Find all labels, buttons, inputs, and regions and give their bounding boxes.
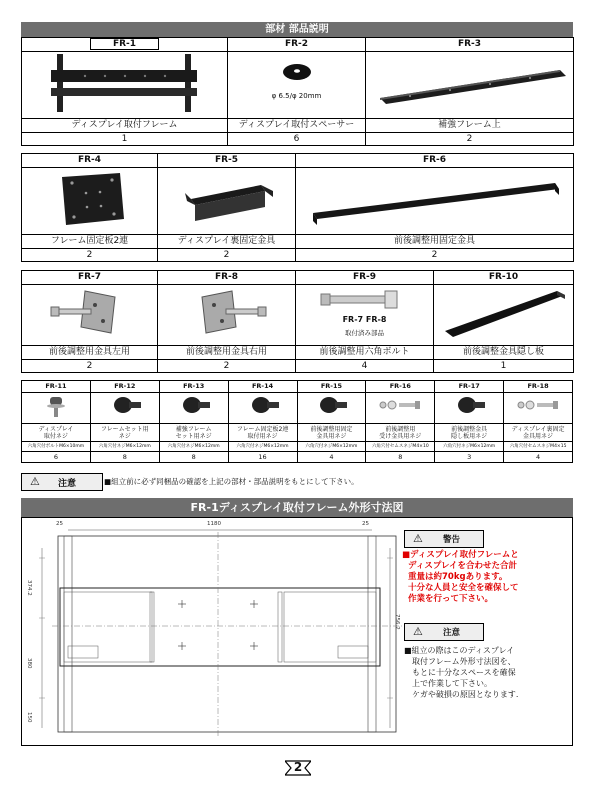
- dim-left-offset: 25: [56, 521, 63, 527]
- spacer-image: [228, 52, 366, 119]
- warning-triangle-icon: ⚠: [413, 532, 423, 545]
- screw-name: 前後調整用 受け金具用ネジ: [366, 424, 435, 442]
- part-code: FR-7: [22, 271, 158, 285]
- parts-table-row1: [21, 37, 574, 146]
- sems-screw-icon: [366, 393, 435, 424]
- warning-line: 重量は約70kgあります。: [408, 572, 508, 582]
- screw-name: 前後調整用固定 金具用ネジ: [297, 424, 366, 442]
- part-name: 前後調整用金具左用: [22, 346, 158, 360]
- hex-socket-screw-icon: [90, 393, 159, 424]
- part-name: ディスプレイ取付フレーム: [22, 119, 228, 133]
- display-frame-image: [22, 52, 228, 119]
- bolt-caption-sub: 取付済み部品: [345, 329, 384, 337]
- screw-spec: 六角穴付セムスネジM4×10: [366, 442, 435, 452]
- screw-qty: 4: [504, 452, 573, 463]
- part-qty: 6: [228, 133, 366, 146]
- screw-spec: 六角穴付ボルトM6×10mm: [22, 442, 91, 452]
- caution-line: ケガや破損の原因となります.: [412, 690, 519, 699]
- warning-line: ディスプレイを合わせた合計: [408, 561, 518, 571]
- page-number-text: 2: [293, 760, 303, 774]
- fixing-plate-image: [22, 168, 158, 235]
- screw-spec: 六角穴付ネジM6×12mm: [228, 442, 297, 452]
- hex-socket-screw-icon: [297, 393, 366, 424]
- warning-text: [402, 550, 519, 605]
- part-name: 前後調整金具隠し板: [434, 346, 574, 360]
- part-name: 補強フレーム上: [366, 119, 574, 133]
- screw-qty: 16: [228, 452, 297, 463]
- dim-top-width: 1180: [207, 521, 221, 527]
- display-back-bracket-image: [158, 168, 296, 235]
- part-qty: 2: [158, 249, 296, 262]
- screw-name: フレーム固定板2連 取付用ネジ: [228, 424, 297, 442]
- adjustment-fixing-bracket-image: [296, 168, 574, 235]
- screw-qty: 8: [90, 452, 159, 463]
- screw-name: 前後調整金具 隠し板用ネジ: [435, 424, 504, 442]
- screws-table: [21, 380, 573, 463]
- part-code: FR-1: [22, 38, 228, 52]
- screw-name: フレームセット用 ネジ: [90, 424, 159, 442]
- spacer-caption: φ 6.5/φ 20mm: [271, 92, 322, 100]
- screw-qty: 8: [366, 452, 435, 463]
- screw-code: FR-11: [22, 381, 91, 393]
- screw-spec: 六角穴付ネジM6×12mm: [90, 442, 159, 452]
- part-code: FR-2: [228, 38, 366, 52]
- screw-name: ディスプレイ 取付ネジ: [22, 424, 91, 442]
- part-qty: 4: [296, 360, 434, 373]
- section-title-dimensions: FR-1ディスプレイ取付フレーム外形寸法図: [21, 498, 573, 517]
- dim-right-offset: 25: [362, 521, 369, 527]
- dim-left-h3: 150: [26, 712, 32, 723]
- part-code: FR-8: [158, 271, 296, 285]
- parts-table-row3: [21, 270, 574, 373]
- part-name: 前後調整用固定金具: [296, 235, 574, 249]
- dimension-drawing-panel: [21, 517, 573, 746]
- screw-qty: 8: [159, 452, 228, 463]
- screw-code: FR-17: [435, 381, 504, 393]
- page-number: [285, 759, 311, 777]
- bolt-washer-icon: [22, 393, 91, 424]
- screw-code: FR-18: [504, 381, 573, 393]
- screw-code: FR-16: [366, 381, 435, 393]
- caution-line: 取付フレーム外形寸法図を、: [412, 657, 516, 666]
- warning-triangle-icon: ⚠: [30, 475, 40, 488]
- warning-line: 作業を行って下さい。: [408, 594, 494, 604]
- screw-code: FR-14: [228, 381, 297, 393]
- caution-box: [404, 623, 484, 641]
- part-code: FR-3: [366, 38, 574, 52]
- screw-code: FR-12: [90, 381, 159, 393]
- part-qty: 2: [366, 133, 574, 146]
- screw-code: FR-15: [297, 381, 366, 393]
- part-qty: 2: [22, 249, 158, 262]
- screw-code: FR-13: [159, 381, 228, 393]
- screw-spec: 六角穴付ネジM6×12mm: [435, 442, 504, 452]
- right-adjustment-bracket-image: [158, 285, 296, 346]
- screw-spec: 六角穴付セムスネジM4×15: [504, 442, 573, 452]
- screw-spec: 六角穴付ネジM6×12mm: [159, 442, 228, 452]
- part-code: FR-6: [296, 154, 574, 168]
- screw-spec: 六角穴付ネジM6×12mm: [297, 442, 366, 452]
- dim-right-h1: 756.2: [394, 614, 400, 630]
- screw-qty: 6: [22, 452, 91, 463]
- warning-line: 十分な人員と安全を確保して: [408, 583, 519, 593]
- sems-screw-icon: [504, 393, 573, 424]
- notice-box: [21, 473, 103, 491]
- reinforcement-frame-image: [366, 52, 574, 119]
- caution-label: 注意: [443, 628, 461, 638]
- warning-line: ■ディスプレイ取付フレームと: [402, 550, 519, 560]
- hex-bolt-image: [296, 285, 434, 346]
- bolt-caption: FR-7 FR-8: [342, 315, 387, 324]
- screw-qty: 4: [297, 452, 366, 463]
- caution-line: もとに十分なスペースを確保: [412, 668, 516, 677]
- caution-line: ■組立の際はこのディスプレイ: [404, 646, 515, 655]
- part-code: FR-4: [22, 154, 158, 168]
- part-code: FR-5: [158, 154, 296, 168]
- part-name: ディスプレイ裏固定金具: [158, 235, 296, 249]
- notice-label: 注意: [58, 479, 77, 489]
- part-qty: 1: [22, 133, 228, 146]
- part-code: FR-9: [296, 271, 434, 285]
- warning-label: 警告: [443, 535, 461, 545]
- part-qty: 2: [22, 360, 158, 373]
- left-adjustment-bracket-image: [22, 285, 158, 346]
- caution-line: 上で作業して下さい。: [412, 679, 492, 688]
- screw-name: ディスプレイ裏固定 金具用ネジ: [504, 424, 573, 442]
- screw-name: 補強フレーム セット用ネジ: [159, 424, 228, 442]
- part-qty: 1: [434, 360, 574, 373]
- part-name: 前後調整用六角ボルト: [296, 346, 434, 360]
- hex-socket-screw-icon: [228, 393, 297, 424]
- parts-table-row2: [21, 153, 574, 262]
- part-qty: 2: [296, 249, 574, 262]
- section-title-parts: 部材 部品説明: [21, 22, 573, 37]
- part-name: 前後調整用金具右用: [158, 346, 296, 360]
- dim-left-h2: 380: [26, 658, 32, 669]
- part-code: FR-10: [434, 271, 574, 285]
- frame-dimension-drawing: [22, 518, 402, 745]
- cover-plate-image: [434, 285, 574, 346]
- screw-qty: 3: [435, 452, 504, 463]
- dim-left-h1: 374.2: [26, 580, 32, 596]
- warning-box: [404, 530, 484, 548]
- part-qty: 2: [158, 360, 296, 373]
- notice-text: ■組立前に必ず同梱品の確認を上記の部材・部品説明をもとにして下さい。: [104, 477, 359, 486]
- part-name: フレーム固定板2連: [22, 235, 158, 249]
- caution-text: [404, 645, 518, 700]
- warning-triangle-icon: ⚠: [413, 625, 423, 638]
- hex-socket-screw-icon: [435, 393, 504, 424]
- hex-socket-screw-icon: [159, 393, 228, 424]
- part-name: ディスプレイ取付スペーサー: [228, 119, 366, 133]
